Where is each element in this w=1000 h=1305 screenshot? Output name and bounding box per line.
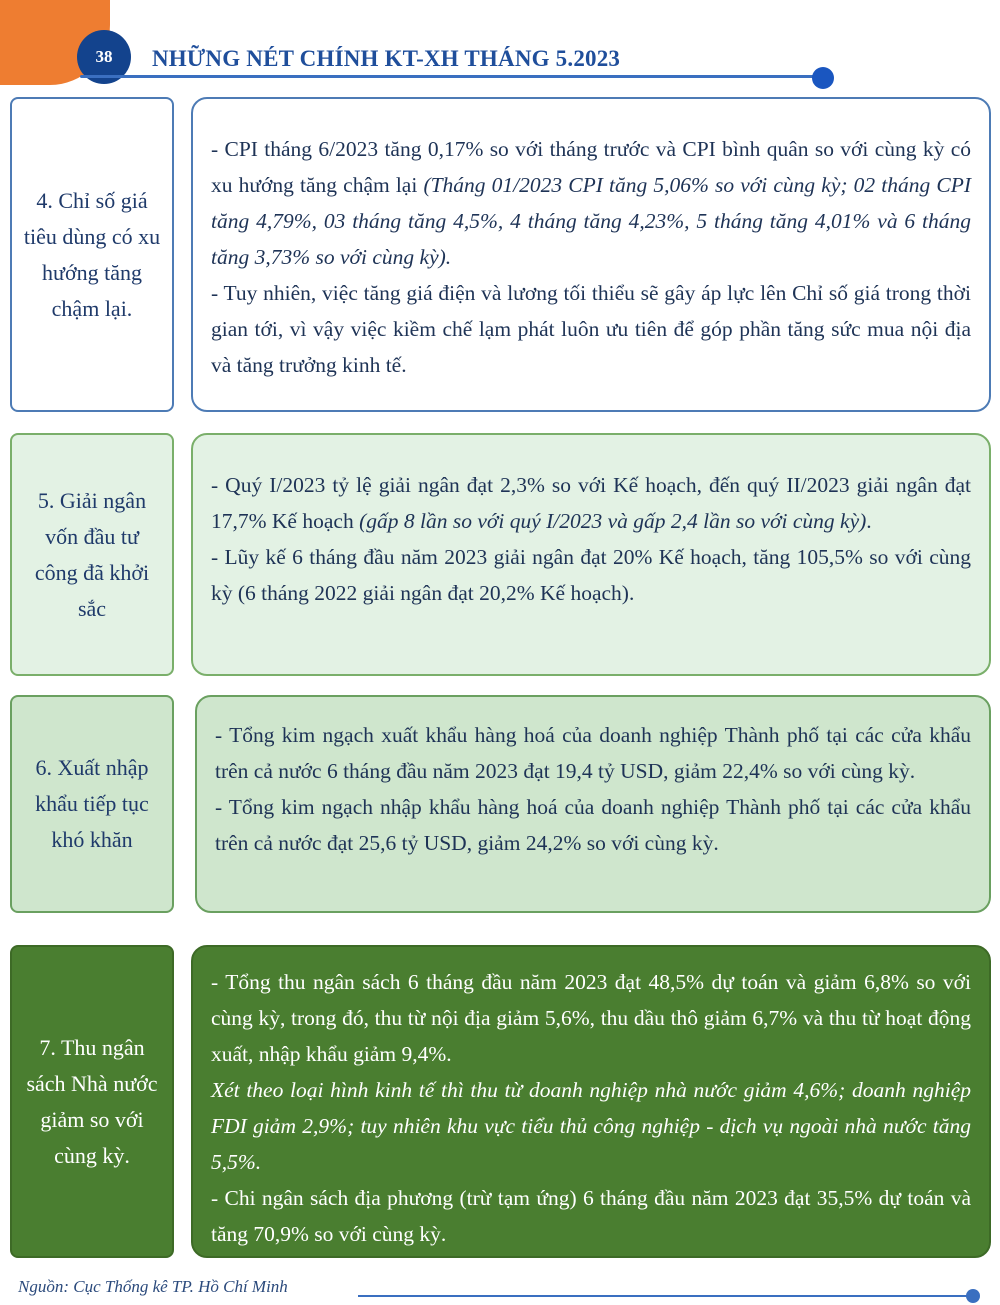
section-5-content [191,433,991,676]
header-dot-decoration [812,67,834,89]
section-6-label [10,695,174,913]
section-4-p1-text: - CPI tháng 6/2023 tăng 0,17% so với tháng trước và CPI bình quân so với cùng kỳ có xu hướng tăng chậm lại [211,137,971,197]
section-6-content [195,695,991,913]
section-6-label-text: 6. Xuất nhập khẩu tiếp tục khó khăn [35,755,149,852]
section-5-paragraph-2: - Lũy kế 6 tháng đầu năm 2023 giải ngân đạt 20% Kế hoạch, tăng 105,5% so với cùng kỳ (6 tháng 2022 giải ngân đạt 20,2% Kế hoạch). [211,545,971,605]
section-4-label-text: 4. Chỉ số giá tiêu dùng có xu hướng tăng chậm lại. [23,187,161,321]
section-7-label [10,945,174,1258]
section-7-label-text: 7. Thu ngân sách Nhà nước giảm so với cùng kỳ. [26,1034,158,1168]
header-divider [80,75,822,78]
section-4-label [10,97,174,412]
section-5-p1-text: - Quý I/2023 tỷ lệ giải ngân đạt 2,3% so với Kế hoạch, đến quý II/2023 giải ngân đạt 17,7% Kế hoạch [211,473,971,533]
section-4-paragraph-2: - Tuy nhiên, việc tăng giá điện và lương tối thiểu sẽ gây áp lực lên Chỉ số giá trong thời gian tới, vì vậy việc kiềm chế lạm phát luôn ưu tiên để góp phần tăng sức mua nội địa và tăng trưởng kinh tế. [211,281,971,377]
section-7-p2-italic: Xét theo loại hình kinh tế thì thu từ doanh nghiệp nhà nước giảm 4,6%; doanh nghiệp FDI giảm 2,9%; tuy nhiên khu vực tiểu thủ công nghiệp - dịch vụ ngoài nhà nước tăng 5,5%. [211,1078,971,1174]
section-5-paragraph-1 [211,467,971,539]
footer-divider [358,1295,973,1297]
section-5-p1-italic: (gấp 8 lần so với quý I/2023 và gấp 2,4 lần so với cùng kỳ) [359,509,867,533]
source-note: Nguồn: Cục Thống kê TP. Hồ Chí Minh [18,1277,288,1296]
section-7-paragraph-3: - Chi ngân sách địa phương (trừ tạm ứng) 6 tháng đầu năm 2023 đạt 35,5% dự toán và tăng 70,9% so với cùng kỳ. [211,1186,971,1246]
section-7-paragraph-1: - Tổng thu ngân sách 6 tháng đầu năm 2023 đạt 48,5% dự toán và giảm 6,8% so với cùng kỳ, trong đó, thu từ nội địa giảm 5,6%, thu dầu thô giảm 6,7% và thu từ hoạt động xuất, nhập khẩu giảm 9,4%. [211,970,971,1066]
footer-dot-decoration [966,1289,980,1303]
section-5-p1-end: . [866,509,872,533]
section-5-label [10,433,174,676]
section-7-paragraph-2 [211,1072,971,1180]
section-4-paragraph-1 [211,131,971,275]
page-number: 38 [77,30,131,84]
section-4-p1-italic: (Tháng 01/2023 CPI tăng 5,06% so với cùng kỳ; 02 tháng CPI tăng 4,79%, 03 tháng tăng 4,5%, 4 tháng tăng 4,23%, 5 tháng tăng 4,01% và 6 tháng tăng 3,73% so với cùng kỳ). [211,173,971,269]
section-5-label-text: 5. Giải ngân vốn đầu tư công đã khởi sắc [34,487,150,621]
page-title: NHỮNG NÉT CHÍNH KT-XH THÁNG 5.2023 [152,46,621,71]
section-6-paragraph-1: - Tổng kim ngạch xuất khẩu hàng hoá của doanh nghiệp Thành phố tại các cửa khẩu trên cả nước 6 tháng đầu năm 2023 đạt 19,4 tỷ USD, giảm 22,4% so với cùng kỳ. [215,723,971,783]
section-6-paragraph-2: - Tổng kim ngạch nhập khẩu hàng hoá của doanh nghiệp Thành phố tại các cửa khẩu trên cả nước đạt 25,6 tỷ USD, giảm 24,2% so với cùng kỳ. [215,795,971,855]
section-4-content [191,97,991,412]
section-7-content [191,945,991,1258]
